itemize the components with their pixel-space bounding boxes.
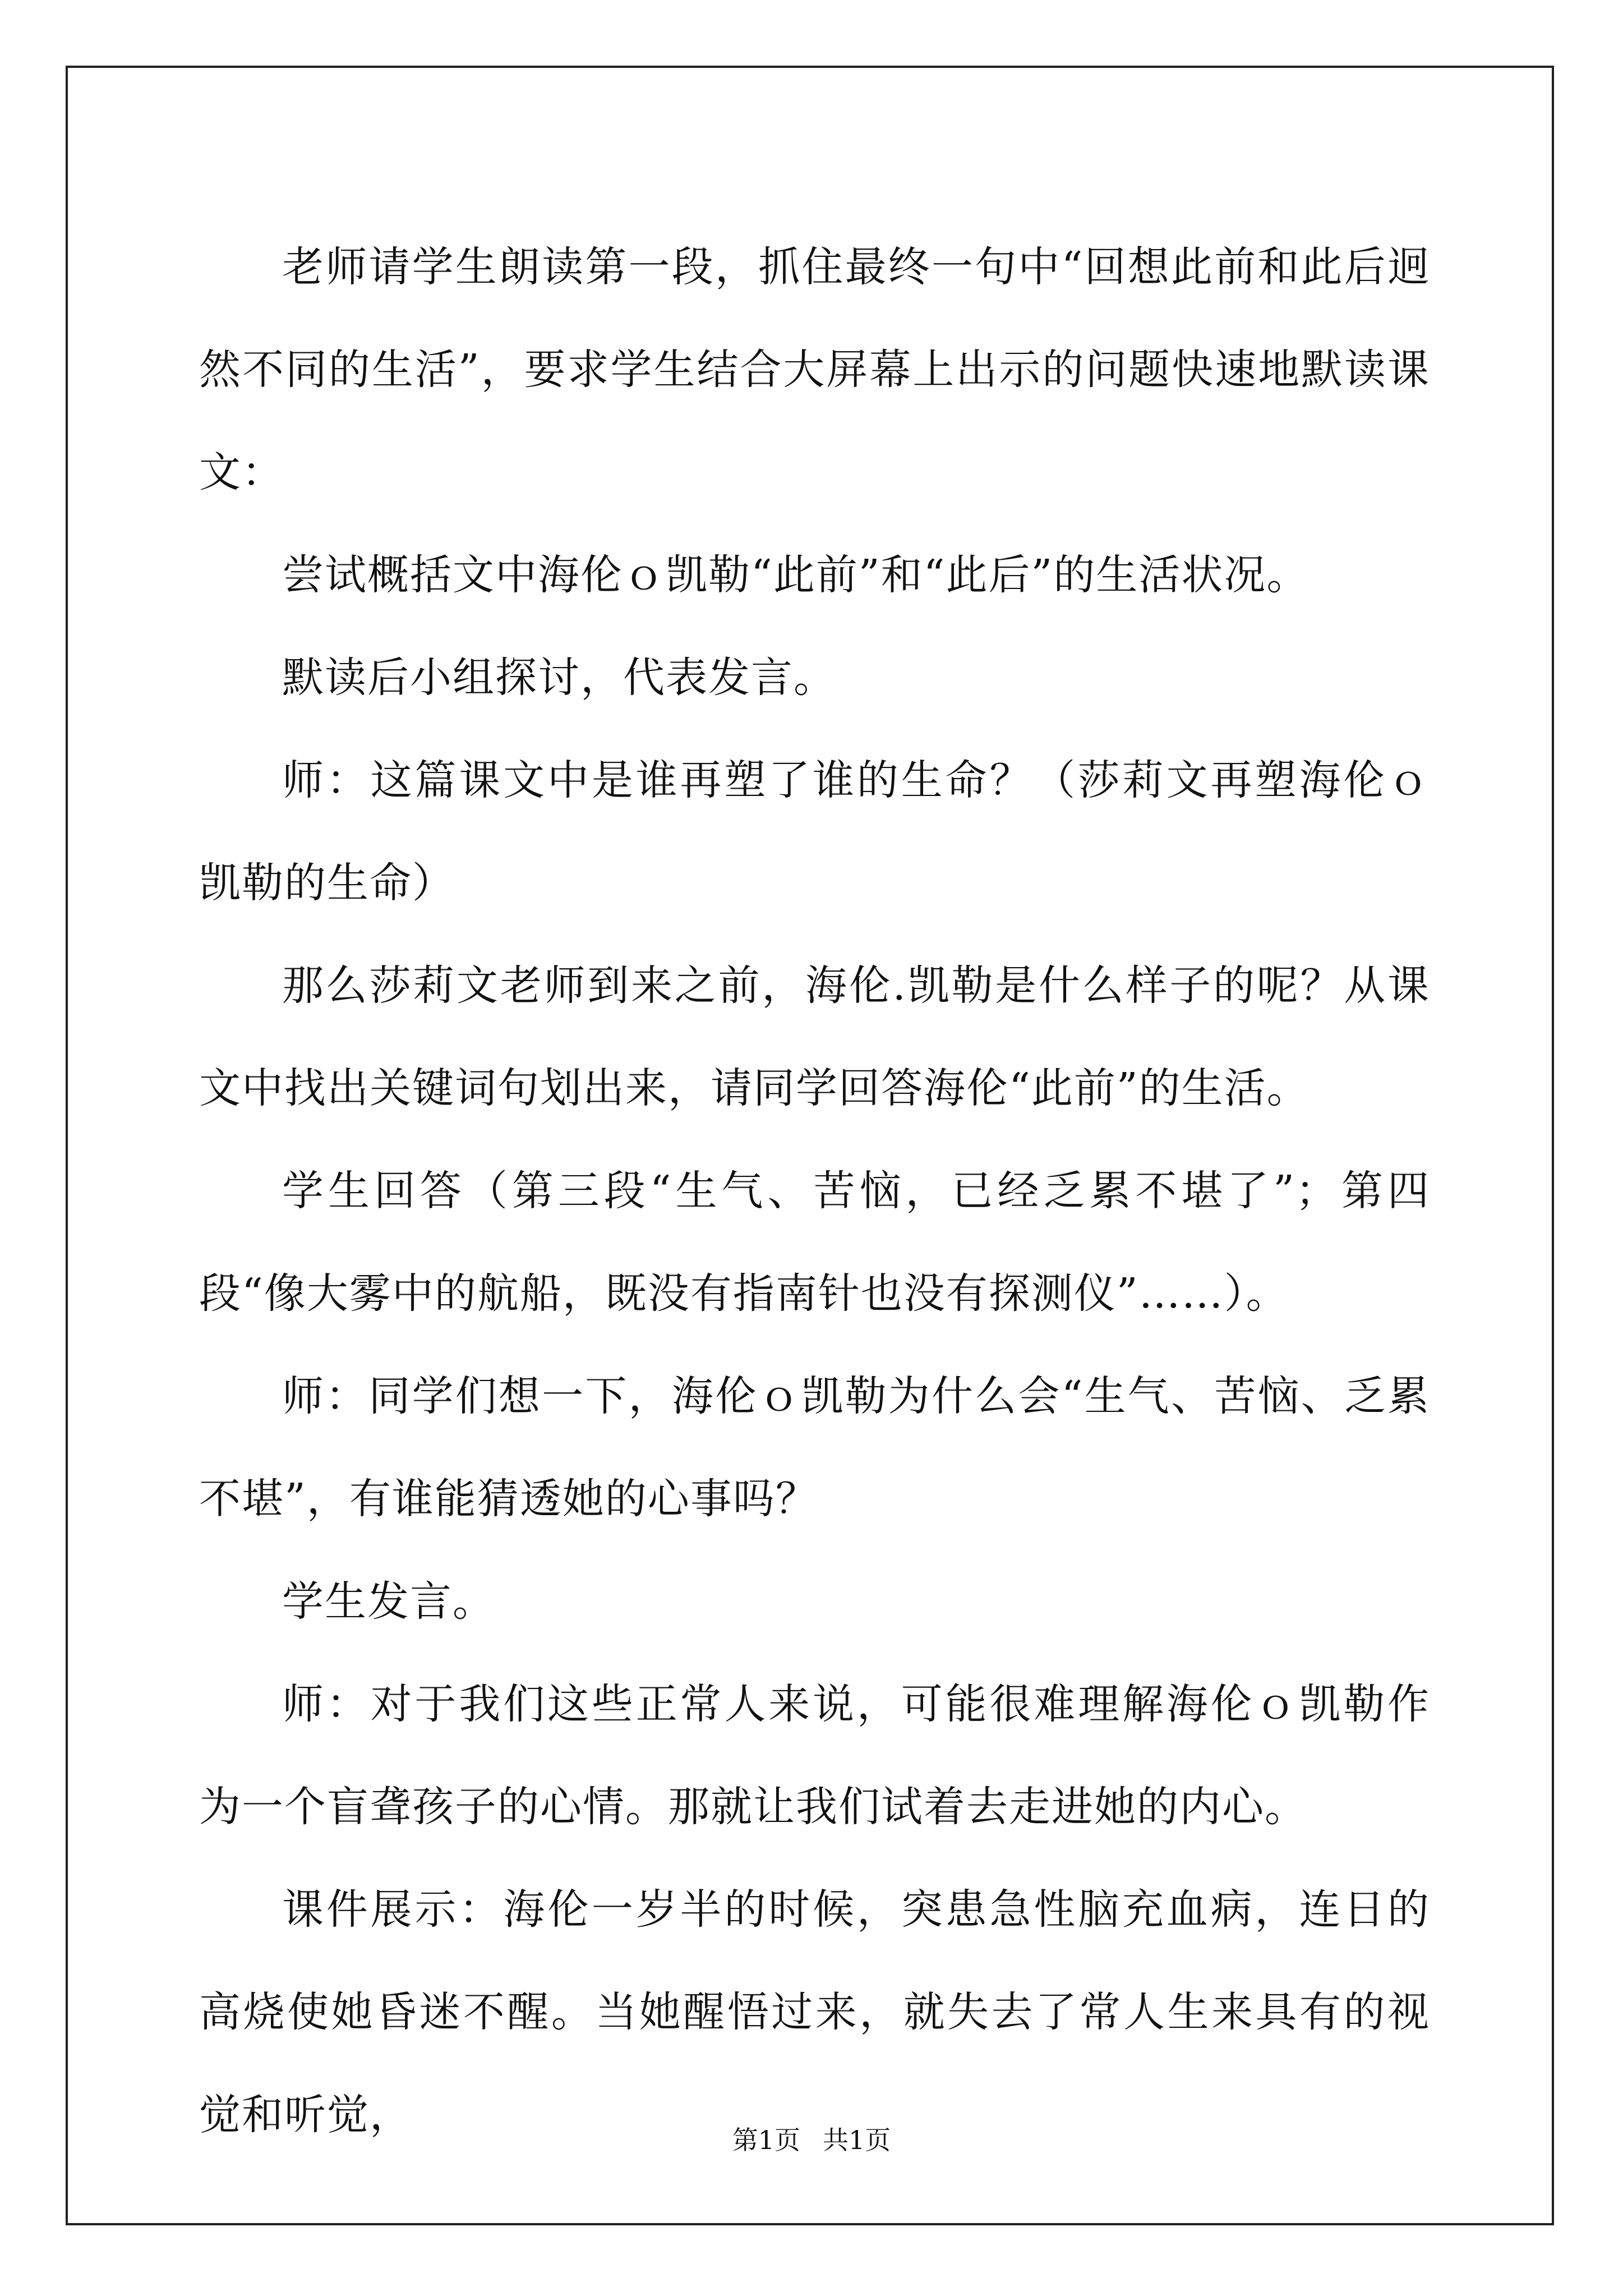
page-number-total: 共1页 (823, 2125, 891, 2155)
paragraph-3: 默读后小组探讨，代表发言。 (282, 654, 836, 702)
page-footer (0, 2123, 1623, 2157)
paragraph-2: 尝试概括文中海伦ｏ凯勒“此前”和“此后”的生活状况。 (282, 551, 1310, 599)
document-body (199, 216, 1430, 2166)
paragraph-8: 学生发言。 (282, 1577, 495, 1626)
paragraph-6: 学生回答（第三段“生气、苦恼，已经乏累不堪了”；第四段“像大雾中的航船，既没有指南针也没有探测仪”……）。 (199, 1167, 1430, 1318)
paragraph-7: 师：同学们想一下，海伦ｏ凯勒为什么会“生气、苦恼、乏累不堪”，有谁能猜透她的心事吗？ (199, 1372, 1430, 1523)
page-number-current: 第1页 (732, 2125, 800, 2155)
paragraph-10: 课件展示：海伦一岁半的时候，突患急性脑充血病，连日的高烧使她昏迷不醒。当她醒悟过来，就失去了常人生来具有的视觉和听觉， (199, 1885, 1430, 2139)
paragraph-5: 那么莎莉文老师到来之前，海伦.凯勒是什么样子的呢？从课文中找出关键词句划出来，请同学回答海伦“此前”的生活。 (199, 961, 1430, 1112)
paragraph-9: 师：对于我们这些正常人来说，可能很难理解海伦ｏ凯勒作为一个盲聋孩子的心情。那就让我们试着去走进她的内心。 (199, 1680, 1430, 1831)
paragraph-4: 师：这篇课文中是谁再塑了谁的生命？（莎莉文再塑海伦ｏ凯勒的生命） (199, 756, 1430, 907)
paragraph-1: 老师请学生朗读第一段，抓住最终一句中“回想此前和此后迥然不同的生活”，要求学生结合大屏幕上出示的问题快速地默读课文： (199, 243, 1430, 496)
